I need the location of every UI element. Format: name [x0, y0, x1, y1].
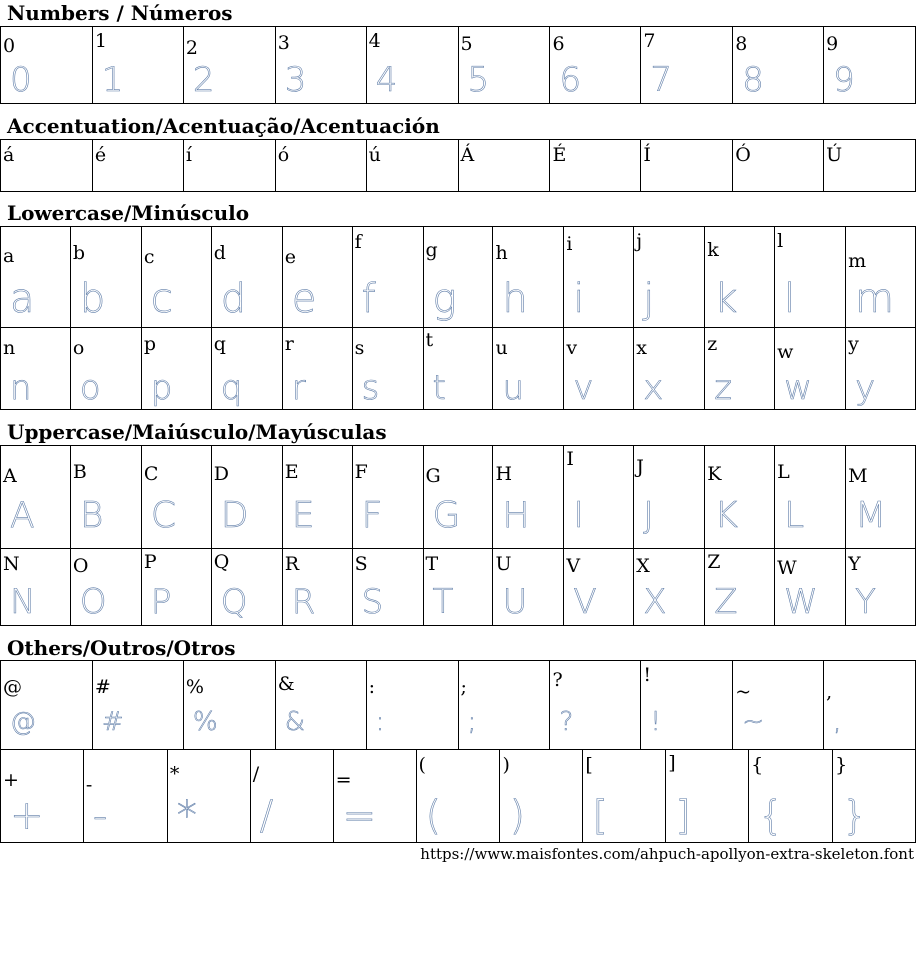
font-glyph-sample: S	[361, 582, 384, 622]
font-glyph-sample: /	[259, 793, 274, 839]
number-cell	[641, 27, 733, 104]
character-label: Ú	[826, 144, 843, 166]
font-glyph-sample: 4	[375, 60, 398, 100]
character-label: }	[835, 754, 848, 776]
font-glyph-sample: l	[784, 276, 796, 322]
font-glyph-sample: 7	[650, 60, 672, 100]
character-label: {	[751, 754, 764, 776]
font-glyph-sample: 8	[742, 60, 764, 100]
font-glyph-sample: =	[342, 793, 377, 839]
character-label: D	[213, 463, 229, 485]
symbol-cell	[666, 749, 749, 843]
accent-cell	[824, 140, 916, 192]
symbol-cell	[583, 749, 666, 843]
character-label: f	[354, 231, 362, 253]
lowercase-cell	[493, 227, 564, 328]
font-glyph-sample: p	[150, 368, 173, 408]
uppercase-cell	[353, 548, 424, 626]
accent-cell	[550, 140, 641, 192]
uppercase-cell	[846, 548, 916, 626]
character-label: G	[425, 465, 441, 487]
character-label: H	[495, 463, 513, 485]
font-glyph-sample: h	[502, 276, 528, 322]
font-glyph-sample: P	[150, 582, 172, 622]
lowercase-cell	[705, 327, 775, 410]
lowercase-cell	[353, 227, 424, 328]
number-cell	[1, 27, 93, 104]
font-glyph-sample: I	[573, 495, 584, 536]
character-label: j	[636, 230, 643, 252]
character-label: h	[495, 242, 508, 264]
lowercase-cell	[564, 227, 634, 328]
character-label: o	[72, 337, 85, 359]
character-label: d	[213, 242, 226, 264]
font-glyph-sample: z	[714, 368, 733, 408]
font-glyph-sample: B	[79, 495, 104, 536]
symbol-cell	[749, 749, 833, 843]
font-glyph-sample: x	[643, 368, 664, 408]
section-title-accents: Accentuation/Acentuação/Acentuación	[7, 114, 440, 138]
font-glyph-sample: T	[432, 582, 454, 622]
others-row-2	[0, 749, 916, 843]
symbol-cell	[184, 661, 276, 750]
character-label: É	[552, 144, 567, 166]
font-glyph-sample: 0	[10, 60, 32, 100]
uppercase-row-2	[0, 548, 916, 626]
font-glyph-sample: q	[220, 368, 243, 408]
symbol-cell	[1, 749, 84, 843]
character-label: á	[3, 144, 15, 166]
numbers-row	[0, 26, 916, 104]
font-glyph-sample: N	[10, 582, 36, 622]
uppercase-cell	[71, 548, 142, 626]
font-glyph-sample: U	[502, 582, 528, 622]
character-label: %	[185, 676, 204, 698]
character-label: T	[425, 553, 439, 575]
symbol-cell	[1, 661, 93, 750]
font-glyph-sample: J	[643, 495, 654, 536]
character-label: #	[94, 676, 111, 698]
accent-cell	[733, 140, 824, 192]
number-cell	[733, 27, 824, 104]
character-label: Ó	[735, 144, 751, 166]
character-label: 8	[735, 33, 748, 55]
character-label: &	[277, 673, 295, 695]
lowercase-cell	[775, 227, 846, 328]
font-glyph-sample: K	[714, 495, 738, 536]
uppercase-cell	[705, 548, 775, 626]
character-label: P	[143, 551, 157, 573]
character-label: )	[502, 754, 510, 776]
font-glyph-sample: (	[425, 793, 442, 839]
font-glyph-sample: u	[502, 368, 525, 408]
character-label: E	[284, 461, 299, 483]
character-label: V	[566, 555, 581, 577]
character-label: S	[354, 553, 368, 575]
number-cell	[824, 27, 916, 104]
number-cell	[184, 27, 276, 104]
uppercase-cell	[634, 446, 705, 549]
character-label: r	[284, 333, 294, 355]
character-label: a	[3, 245, 15, 267]
character-label: +	[3, 769, 19, 791]
font-glyph-sample: R	[291, 582, 316, 622]
symbol-cell	[93, 661, 184, 750]
character-label: /	[252, 763, 260, 785]
character-label: !	[643, 664, 651, 686]
font-glyph-sample: Y	[855, 582, 876, 622]
lowercase-cell	[71, 227, 142, 328]
font-glyph-sample: d	[220, 276, 247, 322]
accent-cell	[184, 140, 276, 192]
font-glyph-sample: ,	[833, 707, 842, 737]
number-cell	[276, 27, 367, 104]
character-label: M	[848, 465, 868, 487]
font-glyph-sample: D	[220, 495, 249, 536]
character-label: u	[495, 337, 508, 359]
character-label: w	[777, 341, 794, 363]
character-label: ú	[368, 144, 381, 166]
symbol-cell	[334, 749, 417, 843]
lowercase-cell	[564, 327, 634, 410]
font-glyph-sample: 5	[467, 60, 490, 100]
character-label: N	[3, 553, 20, 575]
font-glyph-sample: H	[502, 495, 530, 536]
lowercase-cell	[424, 227, 494, 328]
font-glyph-sample: }	[842, 793, 868, 839]
uppercase-cell	[705, 446, 775, 549]
font-glyph-sample: %	[192, 707, 218, 737]
font-glyph-sample: A	[10, 495, 35, 536]
lowercase-cell	[705, 227, 775, 328]
character-label: p	[143, 333, 157, 355]
character-label: A	[3, 465, 17, 487]
font-glyph-sample: -	[92, 793, 108, 839]
font-glyph-sample: w	[784, 368, 812, 408]
font-glyph-sample: s	[361, 368, 380, 408]
lowercase-cell	[283, 227, 353, 328]
lowercase-cell	[212, 227, 283, 328]
lowercase-cell	[846, 327, 916, 410]
character-label: c	[143, 246, 155, 268]
character-label: s	[354, 337, 365, 359]
character-label: [	[585, 754, 593, 776]
character-label: g	[425, 239, 438, 261]
font-glyph-sample: o	[79, 368, 101, 408]
character-label: m	[848, 250, 867, 272]
font-glyph-sample: V	[573, 582, 597, 622]
character-label: 3	[277, 32, 290, 54]
symbol-cell	[459, 661, 551, 750]
font-glyph-sample: f	[361, 276, 376, 322]
font-glyph-sample: k	[714, 276, 738, 322]
source-url: https://www.maisfontes.com/ahpuch-apollyon-extra-skeleton.font	[420, 845, 914, 863]
accent-cell	[641, 140, 733, 192]
section-title-numbers: Numbers / Números	[7, 1, 233, 25]
font-glyph-sample: e	[291, 276, 317, 322]
character-label: 6	[552, 33, 565, 55]
character-label: 0	[3, 35, 16, 57]
character-label: @	[3, 676, 22, 698]
lowercase-cell	[775, 327, 846, 410]
font-glyph-sample: +	[10, 793, 44, 839]
uppercase-cell	[634, 548, 705, 626]
font-glyph-sample: &	[284, 707, 305, 737]
font-glyph-sample: Z	[714, 582, 738, 622]
font-glyph-sample: m	[855, 276, 895, 322]
character-label: q	[213, 333, 226, 355]
accents-row	[0, 139, 916, 192]
character-label: b	[72, 242, 86, 264]
lowercase-cell	[283, 327, 353, 410]
lowercase-row-1	[0, 226, 916, 328]
font-glyph-sample: X	[643, 582, 667, 622]
font-glyph-sample: v	[573, 368, 594, 408]
section-title-uppercase: Uppercase/Maiúsculo/Mayúsculas	[7, 420, 387, 444]
character-label: n	[3, 337, 16, 359]
font-glyph-sample: Q	[220, 582, 248, 622]
character-label: í	[185, 144, 192, 166]
lowercase-cell	[353, 327, 424, 410]
font-glyph-sample: 1	[101, 60, 124, 100]
uppercase-cell	[493, 446, 564, 549]
uppercase-cell	[142, 548, 212, 626]
symbol-cell	[500, 749, 583, 843]
font-glyph-sample: ;	[467, 707, 477, 737]
uppercase-cell	[142, 446, 212, 549]
symbol-cell	[251, 749, 334, 843]
font-glyph-sample: C	[150, 495, 176, 536]
character-label: :	[368, 676, 376, 698]
section-title-lowercase: Lowercase/Minúsculo	[7, 201, 250, 225]
character-label: Á	[460, 144, 475, 166]
character-label: ó	[277, 144, 290, 166]
uppercase-cell	[424, 548, 494, 626]
accent-cell	[93, 140, 184, 192]
section-title-others: Others/Outros/Otros	[7, 636, 236, 660]
lowercase-cell	[634, 327, 705, 410]
symbol-cell	[84, 749, 168, 843]
font-glyph-sample: b	[79, 276, 106, 322]
character-label: C	[143, 463, 159, 485]
uppercase-cell	[564, 548, 634, 626]
character-label: ,	[826, 681, 833, 703]
font-glyph-sample: g	[432, 276, 457, 322]
font-glyph-sample: F	[361, 495, 383, 536]
uppercase-cell	[212, 446, 283, 549]
number-cell	[550, 27, 641, 104]
font-glyph-sample: a	[10, 276, 35, 322]
character-label: U	[495, 553, 512, 575]
uppercase-cell	[283, 548, 353, 626]
character-label: L	[777, 461, 790, 483]
character-label: W	[777, 557, 797, 579]
character-label: v	[566, 337, 578, 359]
lowercase-cell	[1, 327, 71, 410]
font-glyph-sample: E	[291, 495, 315, 536]
others-row-1	[0, 660, 916, 750]
lowercase-cell	[424, 327, 494, 410]
font-glyph-sample: M	[855, 495, 887, 536]
character-label: ?	[552, 669, 563, 691]
font-glyph-sample: G	[432, 495, 461, 536]
font-glyph-sample: ~	[742, 707, 765, 737]
character-label: Q	[213, 551, 230, 573]
lowercase-cell	[846, 227, 916, 328]
uppercase-cell	[1, 446, 71, 549]
uppercase-cell	[212, 548, 283, 626]
character-label: ;	[460, 676, 467, 698]
lowercase-cell	[212, 327, 283, 410]
uppercase-cell	[564, 446, 634, 549]
character-label: e	[284, 246, 296, 268]
character-label: 4	[368, 30, 381, 52]
font-glyph-sample: O	[79, 582, 107, 622]
font-glyph-sample: r	[291, 368, 306, 408]
symbol-cell	[168, 749, 251, 843]
character-label: R	[284, 553, 299, 575]
lowercase-row-2	[0, 327, 916, 410]
number-cell	[459, 27, 551, 104]
character-label: I	[566, 448, 574, 470]
font-glyph-sample: j	[643, 276, 655, 322]
character-label: *	[169, 763, 180, 785]
character-label: k	[707, 239, 719, 261]
character-label: K	[707, 463, 722, 485]
font-glyph-sample: [	[592, 793, 608, 839]
uppercase-cell	[493, 548, 564, 626]
uppercase-cell	[1, 548, 71, 626]
font-glyph-sample: 3	[284, 60, 307, 100]
font-glyph-sample: 6	[559, 60, 582, 100]
character-label: O	[72, 555, 89, 577]
character-label: y	[848, 333, 859, 355]
uppercase-cell	[424, 446, 494, 549]
lowercase-cell	[142, 227, 212, 328]
uppercase-row-1	[0, 445, 916, 549]
character-label: l	[777, 230, 784, 252]
character-label: ~	[735, 681, 752, 703]
symbol-cell	[417, 749, 501, 843]
character-label: 1	[94, 30, 107, 52]
character-label: Z	[707, 551, 721, 573]
lowercase-cell	[634, 227, 705, 328]
font-glyph-sample: :	[375, 707, 385, 737]
font-glyph-sample: !	[650, 707, 661, 737]
font-glyph-sample: ]	[675, 793, 691, 839]
uppercase-cell	[353, 446, 424, 549]
font-glyph-sample: t	[432, 368, 446, 408]
character-label: é	[94, 144, 107, 166]
character-label: =	[335, 769, 352, 791]
character-label: z	[707, 333, 718, 355]
uppercase-cell	[71, 446, 142, 549]
lowercase-cell	[142, 327, 212, 410]
accent-cell	[367, 140, 459, 192]
font-glyph-sample: @	[10, 707, 36, 737]
symbol-cell	[824, 661, 916, 750]
font-glyph-sample: ?	[559, 707, 574, 737]
font-glyph-sample: {	[758, 793, 784, 839]
character-label: F	[354, 461, 368, 483]
character-label: -	[85, 774, 93, 796]
number-cell	[367, 27, 459, 104]
symbol-cell	[641, 661, 733, 750]
symbol-cell	[833, 749, 916, 843]
character-label: 9	[826, 33, 839, 55]
accent-cell	[459, 140, 551, 192]
character-label: Í	[643, 144, 651, 166]
number-cell	[93, 27, 184, 104]
uppercase-cell	[283, 446, 353, 549]
font-glyph-sample: *	[176, 793, 197, 839]
symbol-cell	[733, 661, 824, 750]
symbol-cell	[550, 661, 641, 750]
uppercase-cell	[775, 446, 846, 549]
character-label: J	[636, 456, 644, 478]
character-label: ]	[668, 752, 676, 774]
font-glyph-sample: y	[855, 368, 876, 408]
character-label: x	[636, 337, 648, 359]
font-glyph-sample: i	[573, 276, 585, 322]
character-label: 2	[185, 37, 198, 59]
lowercase-cell	[71, 327, 142, 410]
symbol-cell	[367, 661, 459, 750]
font-glyph-sample: 9	[833, 60, 855, 100]
font-glyph-sample: #	[101, 707, 124, 737]
character-label: Y	[848, 553, 861, 575]
uppercase-cell	[775, 548, 846, 626]
accent-cell	[1, 140, 93, 192]
accent-cell	[276, 140, 367, 192]
lowercase-cell	[493, 327, 564, 410]
character-label: i	[566, 233, 573, 255]
uppercase-cell	[846, 446, 916, 549]
character-label: (	[418, 754, 426, 776]
font-glyph-sample: c	[150, 276, 173, 322]
font-glyph-sample: L	[784, 495, 805, 536]
symbol-cell	[276, 661, 367, 750]
font-glyph-sample: )	[509, 793, 526, 839]
character-label: 5	[460, 33, 473, 55]
font-glyph-sample: W	[784, 582, 818, 622]
character-label: B	[72, 461, 87, 483]
character-label: X	[636, 555, 650, 577]
character-label: 7	[643, 30, 656, 52]
font-glyph-sample: 2	[192, 60, 215, 100]
character-label: t	[425, 329, 434, 351]
font-glyph-sample: n	[10, 368, 32, 408]
lowercase-cell	[1, 227, 71, 328]
